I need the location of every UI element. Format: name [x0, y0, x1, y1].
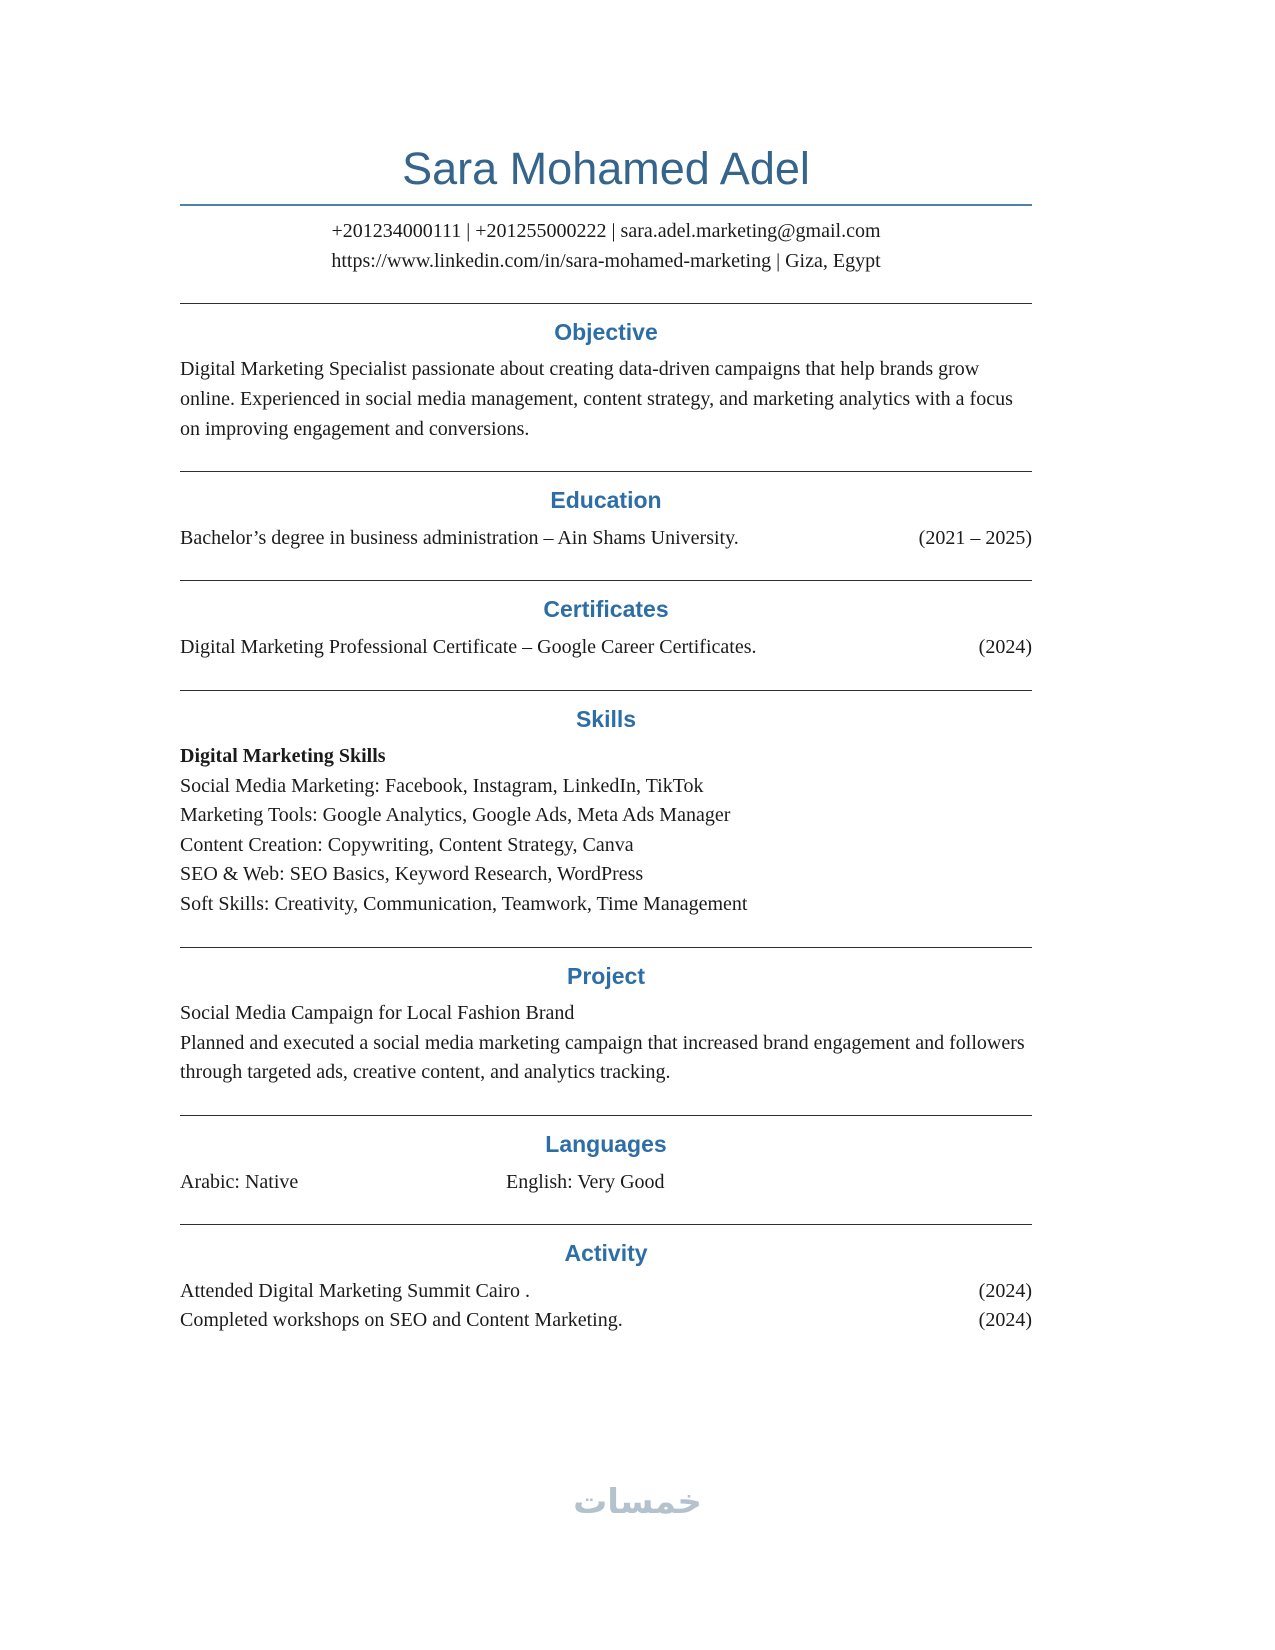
- page-title: Sara Mohamed Adel: [402, 143, 810, 194]
- skill-line: Content Creation: Copywriting, Content Strategy, Canva: [180, 833, 634, 856]
- section-divider: [180, 1115, 1032, 1116]
- skill-line: Soft Skills: Creativity, Communication, Teamwork, Time Management: [180, 893, 748, 916]
- certificate-date: (2024): [978, 635, 1032, 658]
- project-name: Social Media Campaign for Local Fashion Brand: [180, 1002, 575, 1025]
- section-title-languages: Languages: [545, 1131, 667, 1158]
- section-title-activity: Activity: [564, 1240, 648, 1267]
- section-divider: [180, 1224, 1032, 1225]
- education-row: [180, 524, 1032, 554]
- activity-date: (2024): [978, 1279, 1032, 1302]
- language-english: English: Very Good: [506, 1170, 665, 1193]
- title-underline: [180, 204, 1032, 206]
- language-arabic: Arabic: Native: [180, 1170, 299, 1193]
- skills-subtitle: Digital Marketing Skills: [180, 745, 386, 768]
- activity-item: Attended Digital Marketing Summit Cairo .: [180, 1279, 530, 1302]
- section-title-skills: Skills: [575, 705, 637, 732]
- section-divider: [180, 690, 1032, 691]
- section-title-education: Education: [550, 487, 662, 514]
- objective-text: Digital Marketing Specialist passionate about creating data-driven campaigns that help brands grow online. Experienced in social media management, content strategy, and marketing analytics with a focus on improving engagement and conversions.: [180, 358, 1013, 440]
- section-title-project: Project: [567, 962, 645, 989]
- skill-line: SEO & Web: SEO Basics, Keyword Research, WordPress: [180, 863, 644, 886]
- education-item: Bachelor’s degree in business administration – Ain Shams University.: [180, 526, 739, 549]
- project-description: Planned and executed a social media marketing campaign that increased brand engagement and followers through targeted ads, creative content, and analytics tracking.: [180, 1031, 1025, 1084]
- contact-line-1: +201234000111 | +201255000222 | sara.adel.marketing@gmail.com: [331, 219, 881, 242]
- contact-line-2: https://www.linkedin.com/in/sara-mohamed-marketing | Giza, Egypt: [331, 249, 881, 272]
- certificate-item: Digital Marketing Professional Certificate – Google Career Certificates.: [180, 635, 757, 658]
- skill-line: Marketing Tools: Google Analytics, Google Ads, Meta Ads Manager: [180, 804, 731, 827]
- section-divider: [180, 471, 1032, 472]
- khamsat-watermark: خمسات: [573, 1482, 702, 1522]
- education-date: (2021 – 2025): [918, 526, 1032, 549]
- languages-row: [180, 1168, 1032, 1198]
- section-title-objective: Objective: [554, 318, 658, 345]
- activity-item: Completed workshops on SEO and Content Marketing.: [180, 1309, 623, 1332]
- section-divider: [180, 580, 1032, 581]
- activity-row: [180, 1306, 1032, 1336]
- activity-date: (2024): [978, 1309, 1032, 1332]
- certificate-row: [180, 633, 1032, 663]
- section-divider: [180, 303, 1032, 304]
- skill-line: Social Media Marketing: Facebook, Instagram, LinkedIn, TikTok: [180, 774, 704, 797]
- section-divider: [180, 947, 1032, 948]
- activity-row: [180, 1277, 1032, 1307]
- section-title-certificates: Certificates: [543, 596, 669, 623]
